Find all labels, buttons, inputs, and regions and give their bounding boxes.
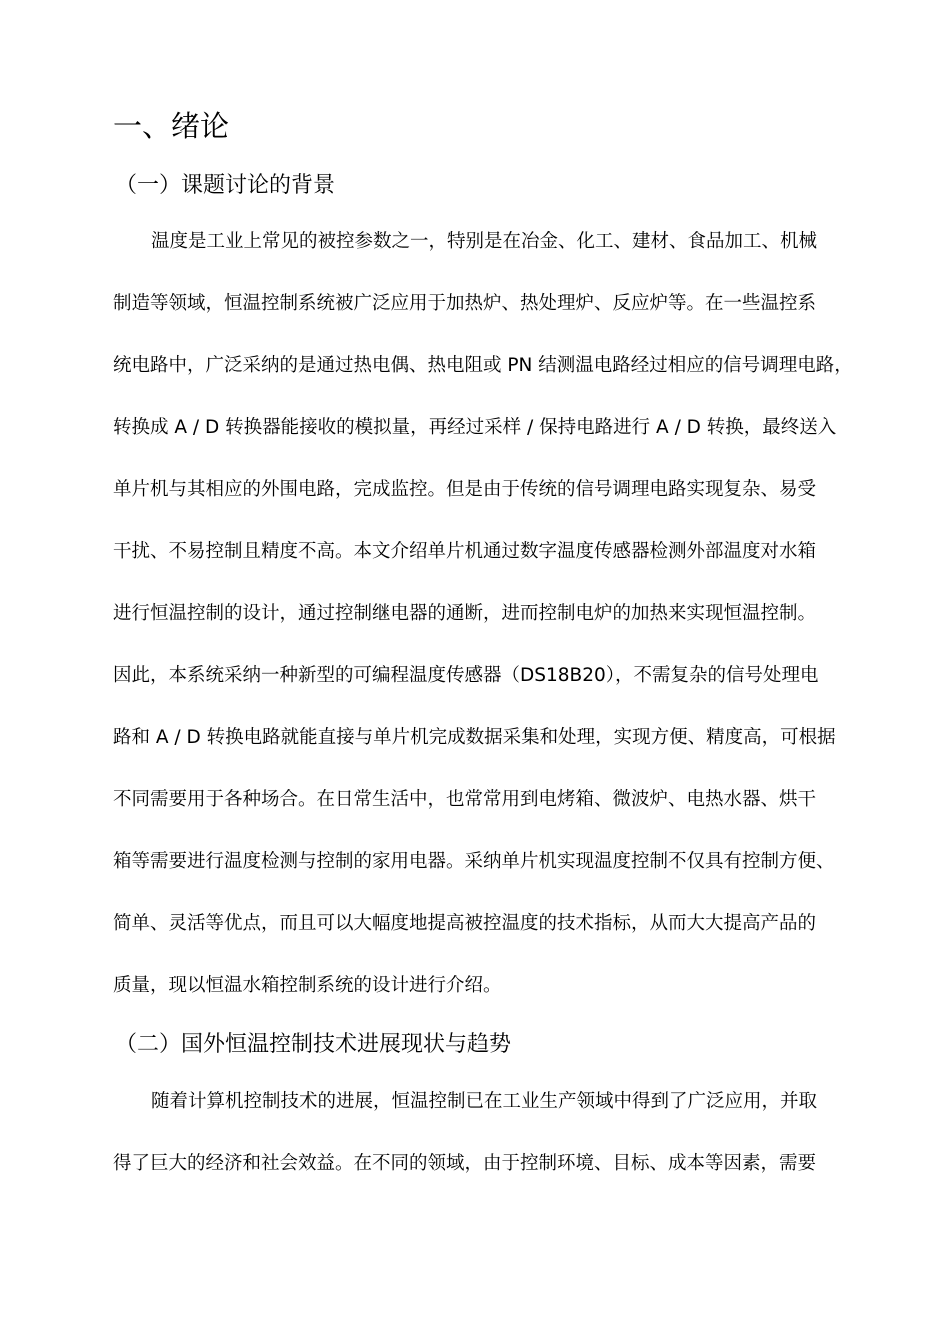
paragraph-line: 路和 A / D 转换电路就能直接与单片机完成数据采集和处理，实现方便、精度高，可根据: [113, 727, 836, 748]
paragraph-line: 制造等领域，恒温控制系统被广泛应用于加热炉、热处理炉、反应炉等。在一些温控系: [113, 293, 817, 314]
paragraph-trends: [113, 1083, 873, 1207]
section-heading-trends: （二）国外恒温控制技术进展现状与趋势: [115, 1032, 512, 1057]
chapter-title: 一、绪论: [113, 109, 230, 143]
paragraph-background: [113, 223, 873, 1029]
paragraph-line: 简单、灵活等优点，而且可以大幅度地提高被控温度的技术指标，从而大大提高产品的: [113, 913, 817, 934]
paragraph-line: 进行恒温控制的设计，通过控制继电器的通断，进而控制电炉的加热来实现恒温控制。: [113, 603, 817, 624]
paragraph-line: 箱等需要进行温度检测与控制的家用电器。采纳单片机实现温度控制不仅具有控制方便、: [113, 851, 835, 872]
paragraph-line: 得了巨大的经济和社会效益。在不同的领域，由于控制环境、目标、成本等因素，需要: [113, 1153, 817, 1174]
paragraph-line: 干扰、不易控制且精度不高。本文介绍单片机通过数字温度传感器检测外部温度对水箱: [113, 541, 817, 562]
paragraph-line: 温度是工业上常见的被控参数之一，特别是在冶金、化工、建材、食品加工、机械: [151, 231, 818, 252]
paragraph-line: 随着计算机控制技术的进展，恒温控制已在工业生产领域中得到了广泛应用，并取: [151, 1091, 818, 1112]
paragraph-line: 不同需要用于各种场合。在日常生活中，也常常用到电烤箱、微波炉、电热水器、烘干: [113, 789, 817, 810]
paragraph-line: 质量，现以恒温水箱控制系统的设计进行介绍。: [113, 975, 502, 996]
paragraph-line: 转换成 A / D 转换器能接收的模拟量，再经过采样 / 保持电路进行 A / D 转换，最终送入: [113, 417, 837, 438]
paragraph-line: 因此，本系统采纳一种新型的可编程温度传感器（DS18B20），不需复杂的信号处理电: [113, 665, 819, 686]
section-heading-background: （一）课题讨论的背景: [115, 173, 336, 198]
paragraph-line: 单片机与其相应的外围电路，完成监控。但是由于传统的信号调理电路实现复杂、易受: [113, 479, 817, 500]
paragraph-line: 统电路中，广泛采纳的是通过热电偶、热电阻或 PN 结测温电路经过相应的信号调理电路，: [113, 355, 853, 376]
